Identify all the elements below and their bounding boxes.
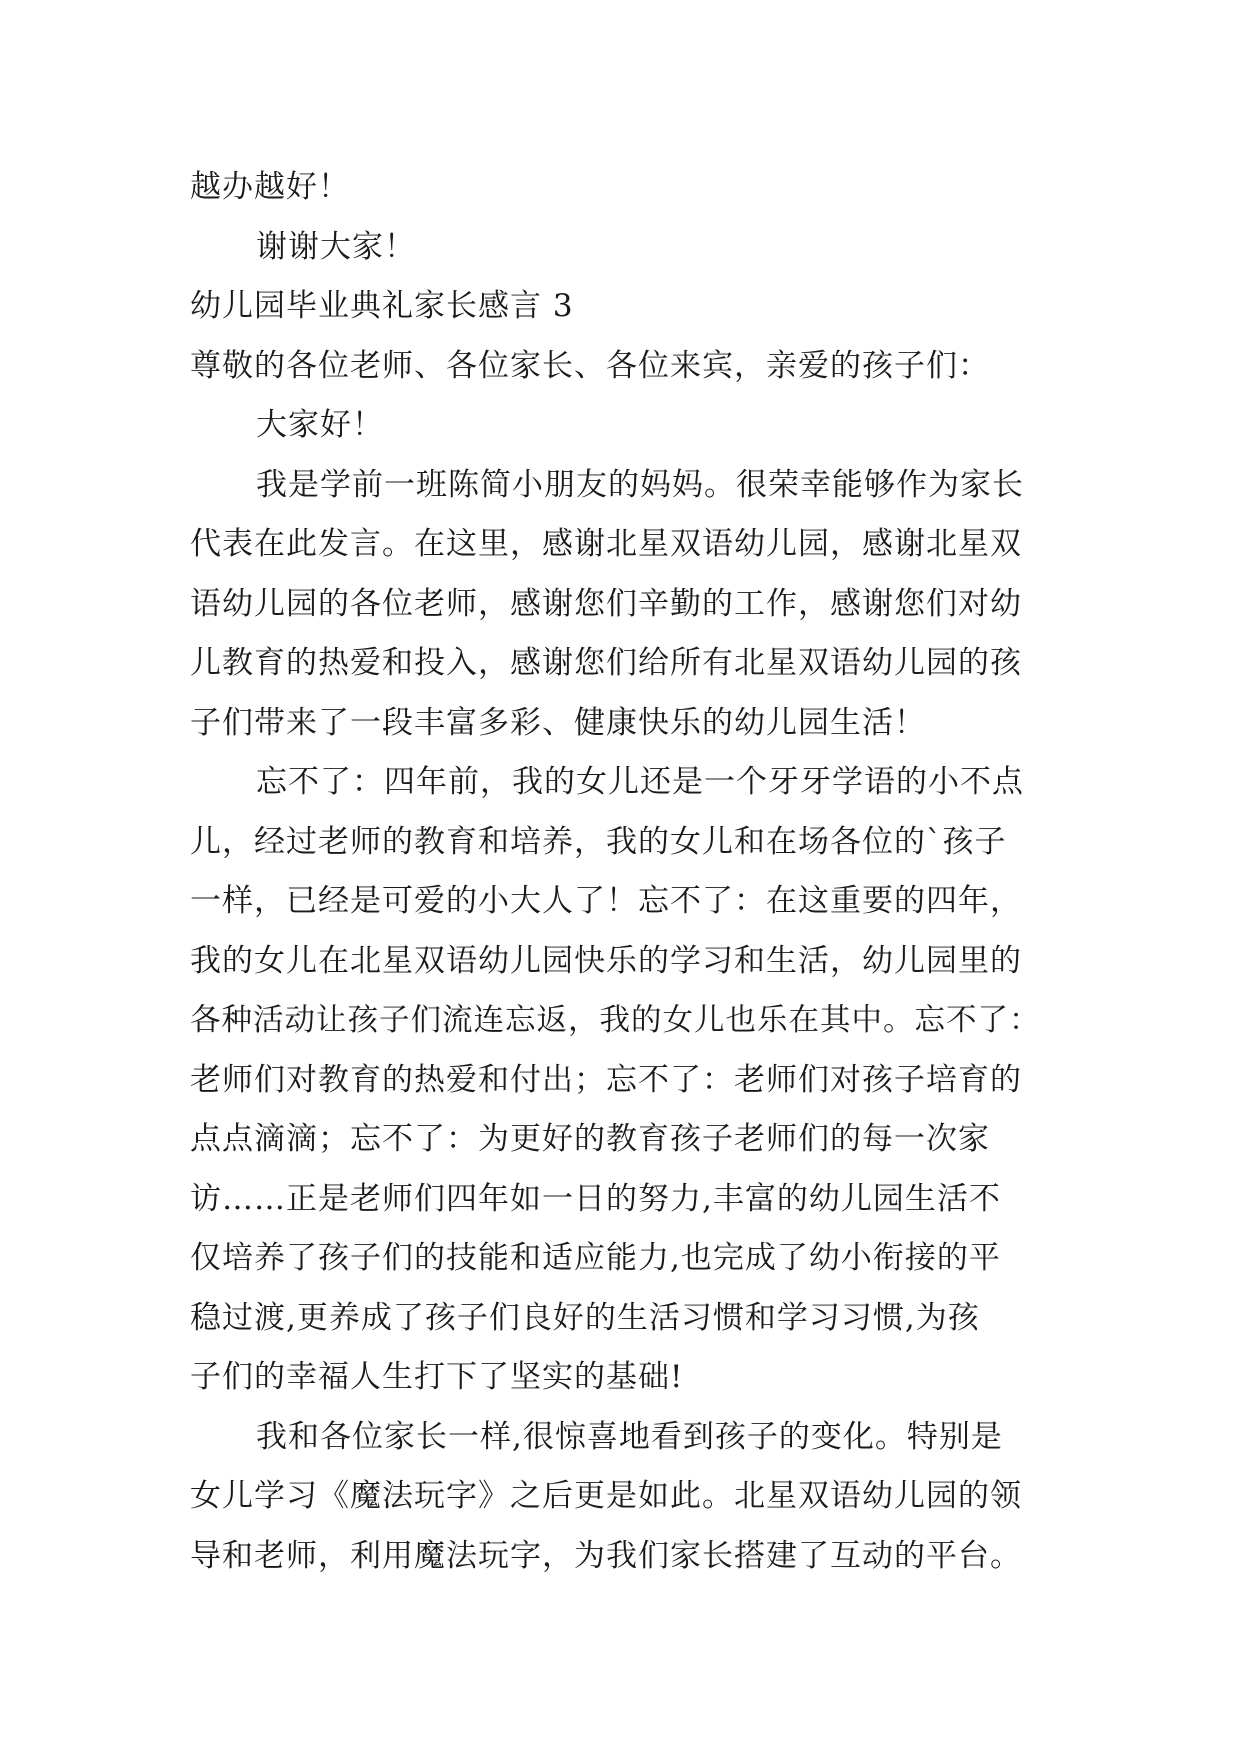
text-line: 代表在此发言。在这里，感谢北星双语幼儿园，感谢北星双 — [190, 526, 1022, 562]
text-line: 各种活动让孩子们流连忘返，我的女儿也乐在其中。忘不了： — [190, 1003, 1041, 1038]
text-line: 谢谢大家！ — [256, 228, 416, 265]
text-line: 一样，已经是可爱的小大人了！忘不了：在这重要的四年， — [190, 883, 1022, 919]
text-line: 语幼儿园的各位老师，感谢您们辛勤的工作，感谢您们对幼 — [190, 585, 1022, 622]
text-line: 儿教育的热爱和投入，感谢您们给所有北星双语幼儿园的孩 — [190, 645, 1022, 681]
text-line: 儿，经过老师的教育和培养，我的女儿和在场各位的`孩子 — [190, 823, 1007, 860]
greeting: 大家好！ — [256, 407, 384, 443]
text-line: 我和各位家长一样,很惊喜地看到孩子的变化。特别是 — [256, 1418, 1003, 1455]
text-line: 我的女儿在北星双语幼儿园快乐的学习和生活，幼儿园里的 — [190, 942, 1022, 979]
text-line: 仅培养了孩子们的技能和适应能力,也完成了幼小衔接的平 — [190, 1240, 1001, 1276]
document-page — [190, 158, 1050, 1586]
text-line: 老师们对教育的热爱和付出；忘不了：老师们对孩子培育的 — [190, 1061, 1022, 1098]
text-line: 访……正是老师们四年如一日的努力,丰富的幼儿园生活不 — [190, 1180, 1001, 1217]
section-heading: 幼儿园毕业典礼家长感言 3 — [190, 288, 574, 324]
text-line: 忘不了：四年前，我的女儿还是一个牙牙学语的小不点 — [256, 764, 1024, 800]
text-line: 点点滴滴；忘不了：为更好的教育孩子老师们的每一次家 — [190, 1121, 990, 1157]
text-line: 子们的幸福人生打下了坚实的基础! — [190, 1359, 684, 1395]
text-line: 女儿学习《魔法玩字》之后更是如此。北星双语幼儿园的领 — [190, 1478, 1022, 1514]
text-line: 越办越好！ — [190, 169, 350, 205]
text-line: 稳过渡,更养成了孩子们良好的生活习惯和学习习惯,为孩 — [190, 1299, 980, 1336]
text-line: 我是学前一班陈简小朋友的妈妈。很荣幸能够作为家长 — [256, 466, 1024, 503]
salutation: 尊敬的各位老师、各位家长、各位来宾，亲爱的孩子们： — [190, 347, 990, 384]
text-line: 子们带来了一段丰富多彩、健康快乐的幼儿园生活！ — [190, 704, 926, 741]
text-line: 导和老师，利用魔法玩字，为我们家长搭建了互动的平台。 — [190, 1537, 1022, 1574]
